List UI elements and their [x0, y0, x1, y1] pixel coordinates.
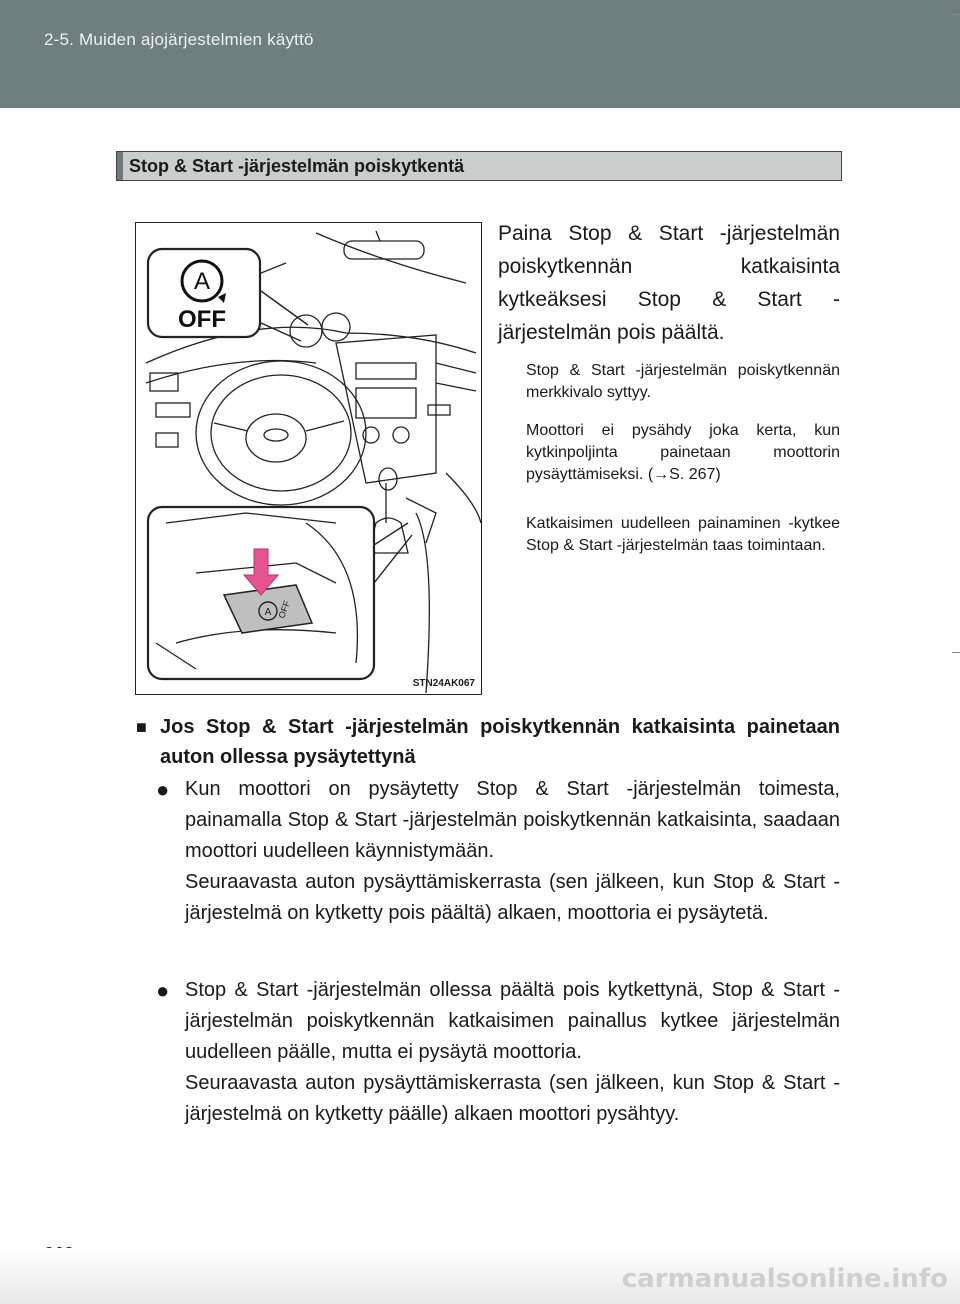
intro-lead-text: Paina Stop & Start -järjestelmän poiskytkennän katkaisinta kytkeäksesi Stop & Start -järjestelmän pois päältä.: [498, 222, 840, 344]
bullet-dot-marker: ●: [156, 777, 170, 802]
mirror-shape: [344, 241, 424, 259]
callout-off-text: OFF: [178, 306, 226, 333]
subsection-title: Jos Stop & Start -järjestelmän poiskytkennän katkaisinta painetaan auton ollessa pysäytettynä: [160, 716, 840, 768]
illustration-drawing: [136, 223, 481, 694]
subsection-square-marker: ■: [136, 717, 147, 737]
steering-wheel-shape: [196, 361, 366, 505]
figure-code: STN24AK067: [412, 678, 475, 689]
bullet-dot-marker: ●: [156, 978, 170, 1003]
crop-mark: [952, 652, 960, 653]
bullet-item: [156, 975, 840, 1130]
bullet-paragraph: Stop & Start -järjestelmän ollessa päältä pois kytkettynä, Stop & Start -järjestelmän poiskytkennän katkaisimen painallus kytkee järjestelmän uudelleen päälle, mutta ei pysäytä moottoria.: [185, 979, 840, 1063]
switch-off-text: OFF: [276, 599, 293, 620]
intro-note-clutch: Moottori ei pysähdy joka kerta, kun kytkinpoljinta painetaan moottorin pysäyttämiseksi. (→S. 267): [526, 422, 840, 483]
header-band: [0, 0, 960, 108]
switch-a-letter: A: [264, 607, 272, 618]
dashboard-illustration: [135, 222, 482, 695]
crop-mark: [952, 14, 960, 15]
callout-a-letter: A: [193, 268, 211, 295]
bullet-item: [156, 774, 840, 929]
watermark-band: [0, 1248, 960, 1304]
watermark-text: carmanualsonline.info: [621, 1264, 948, 1294]
intro-note-repress: Katkaisimen uudelleen painaminen -kytkee Stop & Start -järjestelmän taas toimintaan.: [526, 515, 840, 554]
subsection-heading: [136, 712, 840, 772]
bullet-paragraph: Seuraavasta auton pysäyttämiskerrasta (sen jälkeen, kun Stop & Start -järjestelmä on kytketty pois päältä) alkaen, moottoria ei pysäytetä.: [185, 871, 840, 924]
bullet-paragraph: Kun moottori on pysäytetty Stop & Start -järjestelmän toimesta, painamalla Stop & Start -järjestelmän poiskytkennän katkaisinta, saadaan moottori uudelleen käynnistymään.: [185, 778, 840, 862]
section-title: Stop & Start -järjestelmän poiskytkentä: [129, 156, 465, 176]
section-path: 2-5. Muiden ajojärjestelmien käyttö: [44, 30, 314, 49]
section-title-box: [116, 151, 842, 181]
intro-note-indicator: Stop & Start -järjestelmän poiskytkennän merkkivalo syttyy.: [526, 362, 840, 401]
bullet-paragraph: Seuraavasta auton pysäyttämiskerrasta (sen jälkeen, kun Stop & Start -järjestelmä on kytketty päälle) alkaen moottori pysähtyy.: [185, 1072, 840, 1125]
